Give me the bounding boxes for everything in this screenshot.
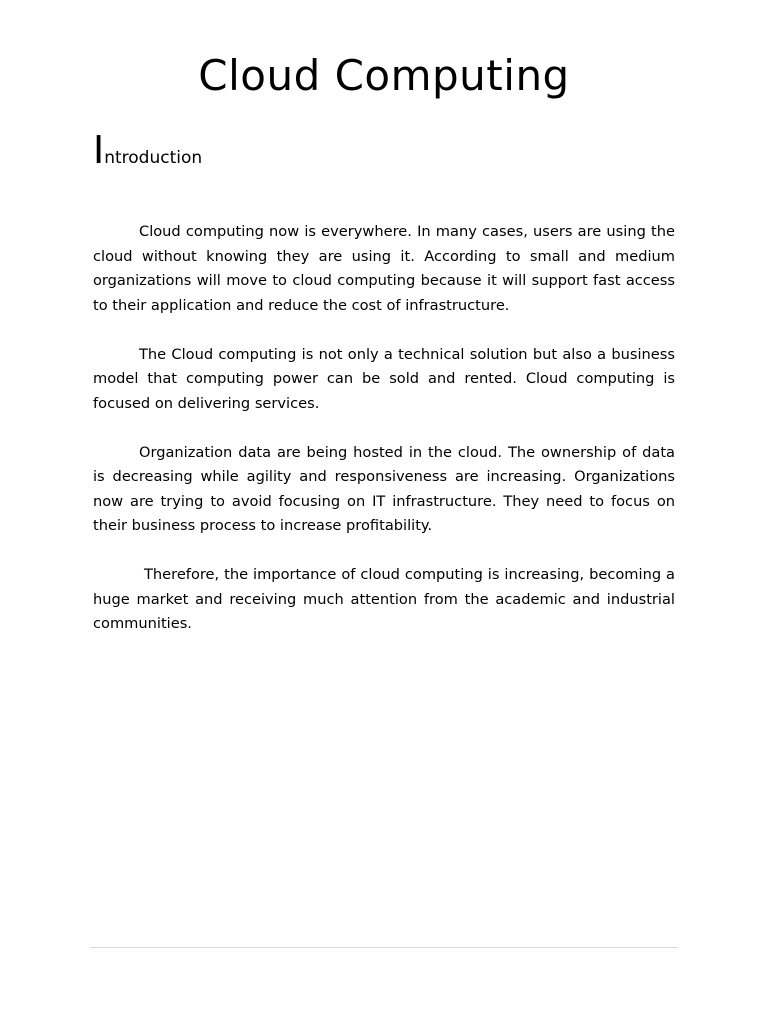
page-title: Cloud Computing (198, 51, 570, 100)
drop-cap: I (93, 128, 105, 172)
paragraph: Cloud computing now is everywhere. In many cases, users are using the cloud without knowing they are using it. According to small and medium organizations will move to cloud computing because it will support fast access to their application and reduce the cost of infrastructure. (93, 223, 675, 314)
paragraph: The Cloud computing is not only a technical solution but also a business model that computing power can be sold and rented. Cloud computing is focused on delivering services. (93, 345, 675, 412)
paragraph: Therefore, the importance of cloud computing is increasing, becoming a huge market and receiving much attention from the academic and industrial communities. (93, 566, 675, 632)
paragraph: Organization data are being hosted in the cloud. The ownership of data is decreasing while agility and responsiveness are increasing. Organizations now are trying to avoid focusing on IT infrastructure. They need to focus on their business process to increase profitability. (93, 443, 675, 534)
body-text (93, 220, 675, 661)
section-heading (93, 128, 202, 180)
section-heading-text: ntroduction (104, 148, 203, 168)
footer-divider (90, 947, 678, 948)
